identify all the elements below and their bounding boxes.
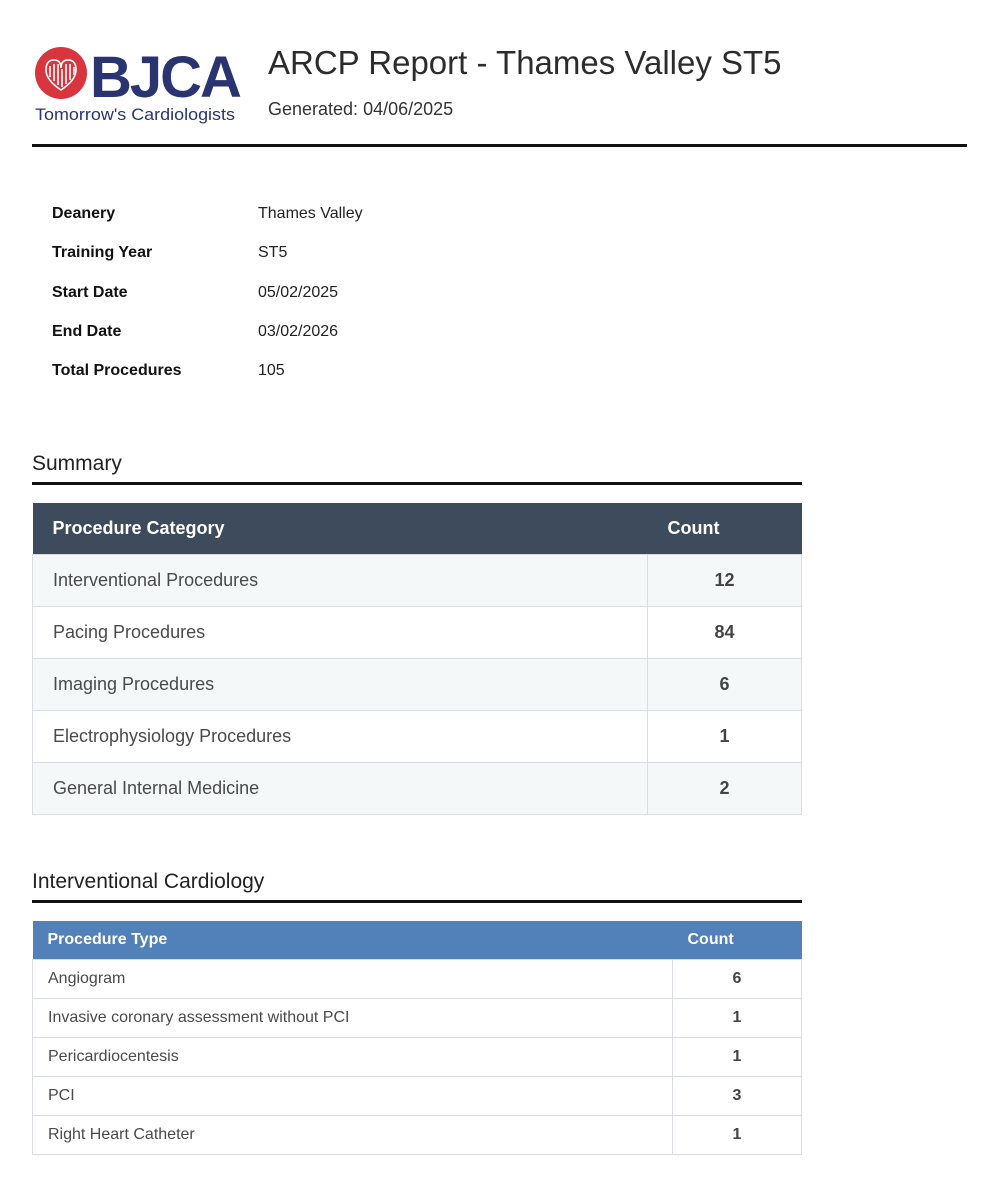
info-row-end-date xyxy=(52,323,652,362)
logo-tagline: Tomorrow's Cardiologists xyxy=(35,106,235,124)
info-value: 03/02/2026 xyxy=(258,322,339,340)
info-label: Start Date xyxy=(52,283,128,301)
bjca-logo xyxy=(32,40,242,130)
category-cell: Imaging Procedures xyxy=(33,659,648,711)
info-row-deanery xyxy=(52,205,652,244)
count-cell: 6 xyxy=(673,960,802,999)
table-row xyxy=(33,555,802,607)
info-row-total-procedures xyxy=(52,362,652,401)
info-value: ST5 xyxy=(258,244,288,262)
table-row xyxy=(33,659,802,711)
generated-date: 04/06/2025 xyxy=(363,99,454,119)
interventional-header-row xyxy=(33,921,802,960)
column-header-procedure-type: Procedure Type xyxy=(33,921,673,960)
count-cell: 1 xyxy=(673,1116,802,1155)
column-header-count: Count xyxy=(648,503,802,555)
table-row xyxy=(33,960,802,999)
count-cell: 6 xyxy=(648,659,802,711)
category-cell: Pacing Procedures xyxy=(33,607,648,659)
info-label: End Date xyxy=(52,322,122,340)
table-row xyxy=(33,1038,802,1077)
info-label: Training Year xyxy=(52,244,153,262)
procedure-type-cell: Invasive coronary assessment without PCI xyxy=(33,999,673,1038)
table-row xyxy=(33,607,802,659)
table-row xyxy=(33,763,802,815)
count-cell: 1 xyxy=(673,999,802,1038)
info-label: Total Procedures xyxy=(52,362,182,380)
info-row-training-year xyxy=(52,244,652,283)
generated-line xyxy=(268,99,453,120)
procedure-type-cell: Pericardiocentesis xyxy=(33,1038,673,1077)
info-label: Deanery xyxy=(52,205,116,222)
trainee-info xyxy=(52,205,652,401)
table-row xyxy=(33,1116,802,1155)
table-row xyxy=(33,711,802,763)
category-cell: General Internal Medicine xyxy=(33,763,648,815)
count-cell: 2 xyxy=(648,763,802,815)
info-value: 105 xyxy=(258,362,285,380)
info-row-start-date xyxy=(52,284,652,323)
table-row xyxy=(33,999,802,1038)
interventional-table xyxy=(32,921,802,1155)
count-cell: 1 xyxy=(673,1038,802,1077)
column-header-count: Count xyxy=(673,921,802,960)
info-value: 05/02/2025 xyxy=(258,283,339,301)
logo-brand: BJCA xyxy=(90,45,240,110)
report-header xyxy=(32,40,967,147)
procedure-type-cell: Right Heart Catheter xyxy=(33,1116,673,1155)
summary-table xyxy=(32,503,802,815)
summary-header-row xyxy=(33,503,802,555)
column-header-category: Procedure Category xyxy=(33,503,648,555)
summary-heading: Summary xyxy=(32,452,802,485)
info-value: Thames Valley xyxy=(258,205,363,222)
count-cell: 3 xyxy=(673,1077,802,1116)
category-cell: Electrophysiology Procedures xyxy=(33,711,648,763)
category-cell: Interventional Procedures xyxy=(33,555,648,607)
count-cell: 1 xyxy=(648,711,802,763)
count-cell: 84 xyxy=(648,607,802,659)
page-title: ARCP Report - Thames Valley ST5 xyxy=(268,44,782,81)
heart-icon xyxy=(35,47,87,99)
procedure-type-cell: Angiogram xyxy=(33,960,673,999)
generated-label: Generated: xyxy=(268,99,359,119)
interventional-heading: Interventional Cardiology xyxy=(32,870,802,903)
procedure-type-cell: PCI xyxy=(33,1077,673,1116)
table-row xyxy=(33,1077,802,1116)
count-cell: 12 xyxy=(648,555,802,607)
